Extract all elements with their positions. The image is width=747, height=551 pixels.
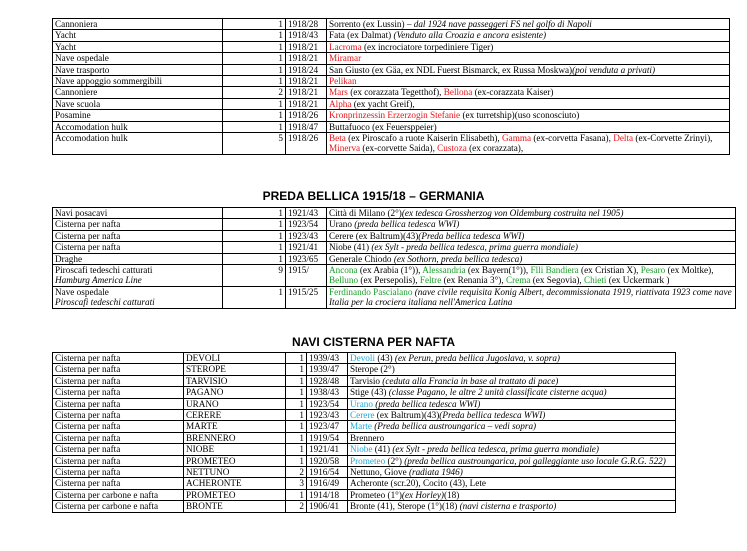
years-cell: 1939/47: [307, 364, 348, 375]
ship-name: Pelikan: [329, 76, 357, 87]
quantity-cell: 1: [286, 444, 307, 455]
table-row: [53, 19, 730, 30]
note-text: (Venduto alla Croazia e ancora esistente): [393, 30, 547, 41]
ship-text: (ex corazzata),: [466, 143, 524, 154]
ship-name: Alessandria: [422, 265, 466, 276]
ship-type-cell: Cisterna per nafta: [53, 467, 184, 478]
ships-cell: [348, 375, 676, 386]
quantity-cell: 1: [223, 98, 286, 109]
ship-text: (ex corazzata Tegetthof),: [347, 87, 444, 98]
ships-cell: [348, 489, 676, 500]
ship-text: Sterope (2°): [350, 364, 395, 375]
ship-text: (ex Cristian X),: [578, 265, 641, 276]
ship-name: Miramar: [329, 53, 362, 64]
table-row: [53, 387, 676, 398]
years-cell: 1918/21: [286, 41, 327, 52]
table-row: [53, 421, 676, 432]
quantity-cell: 1: [286, 375, 307, 386]
years-cell: 1923/43: [307, 410, 348, 421]
quantity-cell: 1: [223, 242, 286, 253]
quantity-cell: 1: [223, 76, 286, 87]
ship-type-cell: Cannoniera: [53, 19, 223, 30]
ships-cell: [327, 208, 736, 219]
ship-name: Crema: [505, 275, 531, 286]
years-cell: 1923/54: [307, 398, 348, 409]
ship-text: (ex-corazzata Kaiser): [472, 87, 554, 98]
ship-name: Ferdinando Pascialano: [329, 286, 413, 297]
ship-name: Bellona: [443, 87, 473, 98]
quantity-cell: 1: [286, 489, 307, 500]
ships-cell: [327, 30, 730, 41]
table-row: [53, 364, 676, 375]
ship-name: Chieti: [584, 275, 607, 286]
ship-type-cell: Cisterna per nafta: [53, 375, 184, 386]
quantity-cell: 1: [223, 41, 286, 52]
ship-type-cell: Yacht: [53, 30, 223, 41]
ships-cell: [348, 432, 676, 443]
ship-type-cell: Cannoniere: [53, 87, 223, 98]
table-row: [53, 478, 676, 489]
class-name-cell: NETTUNO: [184, 467, 286, 478]
ships-cell: [327, 87, 730, 98]
years-cell: 1918/21: [286, 53, 327, 64]
section-heading-cisterne: NAVI CISTERNA PER NAFTA: [291, 335, 456, 349]
ship-type-cell: Cisterna per nafta: [53, 387, 184, 398]
table-row: [53, 242, 736, 253]
note-text: (navi cisterna e trasporto): [459, 501, 557, 512]
note-text: (classe Pagano, le altre 2 unità classificate cisterne acqua): [388, 387, 607, 398]
table-row: [53, 110, 730, 121]
ship-type-cell: Cisterna per nafta: [53, 478, 184, 489]
ship-type-cell: Cisterna per carbone e nafta: [53, 489, 184, 500]
class-name-cell: BRENNERO: [184, 432, 286, 443]
note-text: (ex tedesca Grossherzog von Oldemburg costruita nel 1905): [401, 208, 624, 218]
note-text: (ex Perun, preda bellica Jugoslava, v. sopra): [394, 353, 560, 363]
ships-cell: [327, 133, 730, 155]
ship-text: (ex yacht Greif),: [351, 98, 415, 109]
class-name-cell: CERERE: [184, 410, 286, 421]
quantity-cell: 2: [286, 467, 307, 478]
ship-text: Niobe (41): [329, 242, 372, 253]
quantity-cell: 1: [286, 387, 307, 398]
oil-tankers-table: [52, 352, 676, 513]
ship-text: (ex Piroscafo a ruote Kaiserin Elisabeth),: [345, 133, 502, 144]
class-name-cell: BRONTE: [184, 501, 286, 512]
ships-cell: [348, 410, 676, 421]
ship-name: Lacroma: [329, 41, 362, 52]
ship-name: Feltre: [419, 275, 442, 286]
note-text: (Preda bellica austroungarica – vedi sopra): [371, 421, 537, 432]
ship-text: (ex Persepolis),: [358, 275, 420, 286]
quantity-cell: 1: [223, 286, 286, 308]
note-text: (Preda bellica tedesca WWI): [439, 410, 546, 421]
quantity-cell: 1: [223, 219, 286, 230]
ship-type-cell: Nave trasporto: [53, 64, 223, 75]
years-cell: 1923/54: [286, 219, 327, 230]
quantity-cell: 1: [223, 19, 286, 30]
ship-name: Kronprinzessin Erzerzogin Stefanie: [329, 110, 461, 121]
ship-type-cell: Cisterna per nafta: [53, 444, 184, 455]
ship-type-cell: Accomodation hulk: [53, 133, 223, 155]
note-text: (ceduta alla Francia in base al trattato di pace): [382, 375, 559, 386]
ship-text: (ex Segovia),: [530, 275, 585, 286]
ship-text: (ex Uckermark ): [606, 275, 670, 286]
ship-text: Fata (ex Dalmat): [329, 30, 394, 41]
ship-type-cell: Nave ospedale Piroscafi tedeschi catturati: [53, 286, 223, 308]
class-name-cell: STEROPE: [184, 364, 286, 375]
quantity-cell: 2: [223, 87, 286, 98]
ship-type-cell: Piroscafi tedeschi catturati Hamburg America Line: [53, 265, 223, 287]
ships-cell: [348, 364, 676, 375]
quantity-cell: 9: [223, 265, 286, 287]
ships-cell: [348, 353, 676, 364]
table-row: [53, 208, 736, 219]
years-cell: 1919/54: [307, 432, 348, 443]
note-text: (ex Sothorn, preda bellica tedesca): [393, 253, 523, 264]
ship-type-cell: Cisterna per carbone e nafta: [53, 501, 184, 512]
table-row: [53, 489, 676, 500]
ship-type-cell: Nave appoggio sommergibili: [53, 76, 223, 87]
note-text: (nave civile requisita Konig Albert, decommissionata 1919, riattivata 1923 come nave Italia per la crociera italiana nell'America Latina: [329, 286, 732, 308]
ship-text: (2°): [385, 455, 405, 466]
ships-cell: [348, 455, 676, 466]
ships-cell: [327, 64, 730, 75]
quantity-cell: 1: [286, 398, 307, 409]
section-heading-germania: PREDA BELLICA 1915/18 – GERMANIA: [262, 189, 485, 203]
ships-cell: [327, 230, 736, 241]
quantity-cell: 1: [223, 253, 286, 264]
ship-type-cell: Cisterna per nafta: [53, 242, 223, 253]
quantity-cell: 1: [286, 421, 307, 432]
ship-text: (ex Arabia (1°)),: [357, 265, 423, 276]
table-row: [53, 444, 676, 455]
ship-type-cell: Cisterna per nafta: [53, 219, 223, 230]
years-cell: 1918/28: [286, 19, 327, 30]
ship-name: Cerere: [350, 410, 375, 421]
note-text: (ex Horley): [401, 489, 444, 500]
class-name-cell: PROMETEO: [184, 489, 286, 500]
ship-type-cell: Cisterna per nafta: [53, 398, 184, 409]
ship-name: Alpha: [329, 98, 352, 109]
table-row: [53, 30, 730, 41]
ship-text: (ex Renania 3°),: [441, 275, 506, 286]
quantity-cell: 1: [223, 64, 286, 75]
years-cell: 1921/41: [286, 242, 327, 253]
ship-text: Prometeo (1°): [350, 489, 402, 500]
ship-text: Acheronte (scr.20), Cocito (43), Lete: [350, 478, 486, 489]
table-row: [53, 219, 736, 230]
note-text: dal 1924 nave passeggeri FS nel golfo di Napoli: [413, 19, 592, 29]
ship-text: Tarvisio: [350, 375, 383, 386]
ship-name: Pesaro: [640, 265, 666, 276]
class-name-cell: ACHERONTE: [184, 478, 286, 489]
quantity-cell: 3: [286, 478, 307, 489]
ships-cell: [327, 41, 730, 52]
years-cell: 1921/41: [307, 444, 348, 455]
years-cell: 1916/54: [307, 467, 348, 478]
germania-war-prizes-table: [52, 207, 736, 309]
class-name-cell: NIOBE: [184, 444, 286, 455]
ships-cell: [348, 387, 676, 398]
years-cell: 1918/43: [286, 30, 327, 41]
ship-text: (ex incrociatore torpediniere Tiger): [361, 41, 494, 52]
ship-text: (ex-Corvette Zrinyi),: [633, 133, 713, 144]
years-cell: 1918/21: [286, 87, 327, 98]
ship-type-cell: Accomodation hulk: [53, 121, 223, 132]
table-row: [53, 410, 676, 421]
ship-name: Marte: [350, 421, 372, 432]
ship-name: Belluno: [329, 275, 359, 286]
ship-text: (ex turretship)(uso sconosciuto): [460, 110, 580, 121]
ship-text: (ex-corvette Saida),: [360, 143, 438, 154]
ship-text: Città di Milano (2°): [329, 208, 402, 218]
years-cell: 1928/48: [307, 375, 348, 386]
ships-cell: [327, 76, 730, 87]
note-text: (poi venduta a privati): [572, 64, 656, 75]
table-row: [53, 253, 736, 264]
quantity-cell: 1: [223, 53, 286, 64]
ships-cell: [327, 242, 736, 253]
ship-text: Bronte (41), Sterope (1°)(18): [350, 501, 460, 512]
table-row: [53, 398, 676, 409]
quantity-cell: 1: [286, 432, 307, 443]
ship-name: Ancona: [329, 265, 358, 276]
ship-name: Minerva: [329, 143, 361, 154]
note-text: (ex Sylt - preda bellica tedesca, prima guerra mondiale): [392, 444, 599, 455]
quantity-cell: 1: [223, 121, 286, 132]
ship-type-cell: Cisterna per nafta: [53, 230, 223, 241]
ships-cell: [348, 421, 676, 432]
years-cell: 1921/43: [286, 208, 327, 219]
ship-type-cell: Cisterna per nafta: [53, 410, 184, 421]
ship-name: Prometeo: [350, 455, 386, 466]
years-cell: 1918/21: [286, 98, 327, 109]
ship-type-cell: Navi posacavi: [53, 208, 223, 219]
class-name-cell: PAGANO: [184, 387, 286, 398]
years-cell: 1906/41: [307, 501, 348, 512]
years-cell: 1918/21: [286, 76, 327, 87]
ship-text: (ex Moltke),: [665, 265, 714, 276]
note-text: (preda bellica austroungarica, poi galleggiante uso locale G.R.G. 522): [404, 455, 666, 466]
ship-text: Stige (43): [350, 387, 389, 398]
ship-type-cell: Cisterna per nafta: [53, 421, 184, 432]
class-name-cell: MARTE: [184, 421, 286, 432]
ship-name: Devoli: [350, 353, 376, 363]
table-row: [53, 230, 736, 241]
class-name-cell: PROMETEO: [184, 455, 286, 466]
table-row: [53, 375, 676, 386]
ships-cell: [327, 219, 736, 230]
ship-name: Delta: [613, 133, 634, 144]
ships-cell: [327, 265, 736, 287]
ship-text: (43): [375, 353, 395, 363]
ship-type-cell: Nave ospedale: [53, 53, 223, 64]
table-row: [53, 265, 736, 287]
ships-cell: [348, 444, 676, 455]
ship-text: San Giusto (ex Gäa, ex NDL Fuerst Bismarck, ex Russa Moskwa): [329, 64, 573, 75]
ship-name: Urano: [350, 398, 373, 409]
years-cell: 1918/26: [286, 110, 327, 121]
quantity-cell: 2: [286, 501, 307, 512]
table-row: [53, 53, 730, 64]
quantity-cell: 1: [223, 208, 286, 219]
table-row: [53, 76, 730, 87]
note-text: (preda bellica tedesca WWI): [372, 398, 481, 409]
years-cell: 1923/47: [307, 421, 348, 432]
ships-cell: [327, 19, 730, 30]
years-cell: 1914/18: [307, 489, 348, 500]
table-row: [53, 353, 676, 364]
years-cell: 1923/65: [286, 253, 327, 264]
table-row: [53, 41, 730, 52]
ship-type-cell: Cisterna per nafta: [53, 353, 184, 364]
quantity-cell: 1: [223, 110, 286, 121]
ship-name: Gamma: [501, 133, 532, 144]
ships-cell: [348, 478, 676, 489]
table-row: [53, 98, 730, 109]
years-cell: 1915/: [286, 265, 327, 287]
ship-type-cell: Posamine: [53, 110, 223, 121]
note-text: (radiata 1946): [408, 467, 463, 478]
austro-hungarian-prizes-table: [52, 18, 730, 155]
table-row: [53, 467, 676, 478]
table-row: [53, 64, 730, 75]
ships-cell: [348, 501, 676, 512]
table-row: [53, 455, 676, 466]
quantity-cell: 5: [223, 133, 286, 155]
ships-cell: [348, 467, 676, 478]
years-cell: 1938/43: [307, 387, 348, 398]
ships-cell: [327, 253, 736, 264]
table-row: [53, 133, 730, 155]
ship-type-cell: Yacht: [53, 41, 223, 52]
note-text: (Preda bellica tedesca WWI): [418, 230, 525, 241]
ship-text: Cerere (ex Baltrum)(43): [329, 230, 419, 241]
ship-text: Buttafuoco (ex Feuersppeier): [329, 121, 437, 132]
years-cell: 1918/26: [286, 133, 327, 155]
table-row: [53, 432, 676, 443]
quantity-cell: 1: [223, 230, 286, 241]
ship-text: Urano: [329, 219, 355, 230]
ships-cell: [327, 53, 730, 64]
ship-text: (18): [444, 489, 460, 500]
years-cell: 1920/58: [307, 455, 348, 466]
ship-type-cell: Cisterna per nafta: [53, 455, 184, 466]
quantity-cell: 1: [286, 455, 307, 466]
quantity-cell: 1: [286, 410, 307, 421]
ship-text: (ex Baltrum)(43): [374, 410, 440, 421]
ship-type-cell: Cisterna per nafta: [53, 432, 184, 443]
class-name-cell: TARVISIO: [184, 375, 286, 386]
ship-text: (ex Bayern(1°)),: [465, 265, 531, 276]
class-name-cell: URANO: [184, 398, 286, 409]
years-cell: 1916/49: [307, 478, 348, 489]
quantity-cell: 1: [286, 364, 307, 375]
ship-text: (ex-corvetta Fasana),: [531, 133, 614, 144]
ships-cell: [327, 121, 730, 132]
ship-text: Nettuno, Giove: [350, 467, 409, 478]
quantity-cell: 1: [223, 30, 286, 41]
note-text: (ex Sylt - preda bellica tedesca, prima guerra mondiale): [371, 242, 578, 253]
class-name-cell: DEVOLI: [184, 353, 286, 364]
ship-text: Brennero: [350, 432, 385, 443]
table-row: [53, 87, 730, 98]
ship-name: Niobe: [350, 444, 373, 455]
ship-text: Generale Chiodo: [329, 253, 394, 264]
ship-type-cell: Nave scuola: [53, 98, 223, 109]
table-row: [53, 501, 676, 512]
ship-text: (41): [372, 444, 393, 455]
ship-name: Mars: [329, 87, 348, 98]
ship-name: Flli Bandiera: [530, 265, 579, 276]
table-row: [53, 286, 736, 308]
ships-cell: [327, 98, 730, 109]
years-cell: 1915/25: [286, 286, 327, 308]
table-row: [53, 121, 730, 132]
quantity-cell: 1: [286, 353, 307, 364]
ship-type-cell: Cisterna per nafta: [53, 364, 184, 375]
years-cell: 1918/24: [286, 64, 327, 75]
years-cell: 1939/43: [307, 353, 348, 364]
ship-text: Sorrento (ex Lussin) –: [329, 19, 414, 29]
ships-cell: [327, 286, 736, 308]
ship-name: Custoza: [437, 143, 467, 154]
note-text: (preda bellica tedesca WWI): [354, 219, 460, 230]
ship-type-cell: Draghe: [53, 253, 223, 264]
ship-name: Beta: [329, 133, 346, 144]
ships-cell: [348, 398, 676, 409]
years-cell: 1923/43: [286, 230, 327, 241]
years-cell: 1918/47: [286, 121, 327, 132]
ships-cell: [327, 110, 730, 121]
